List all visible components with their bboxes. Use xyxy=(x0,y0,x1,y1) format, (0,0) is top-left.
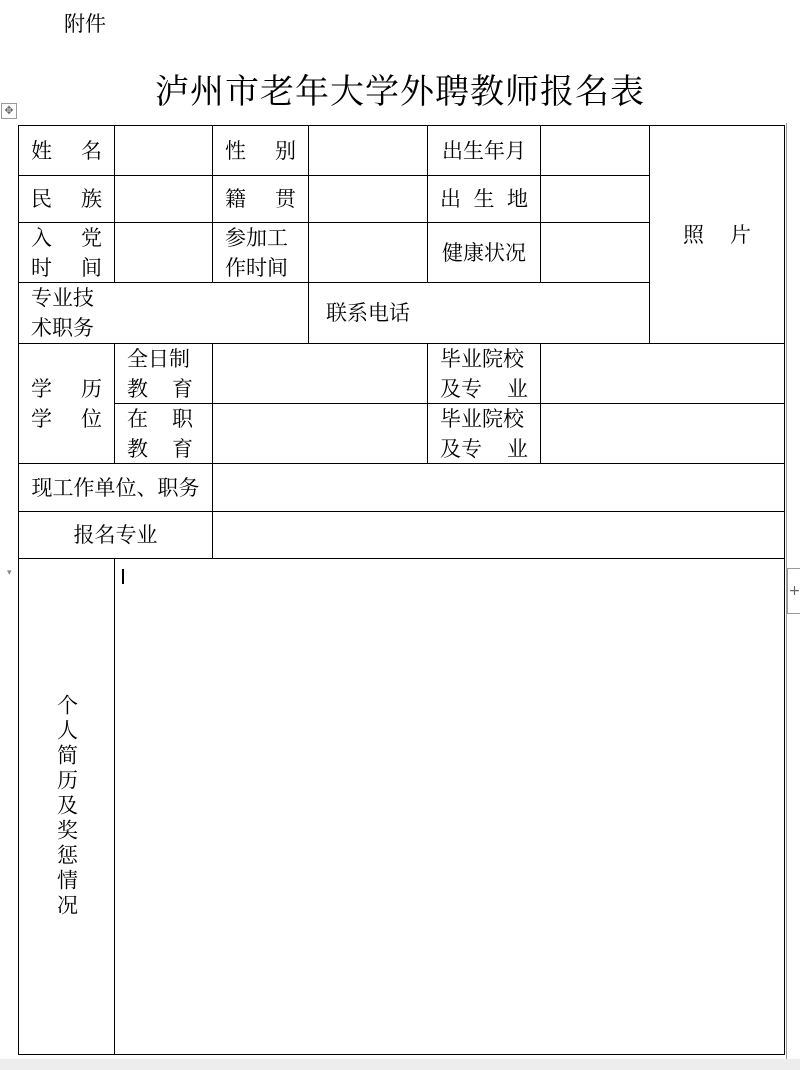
on-job-education-label: 在 职 教 育 xyxy=(127,406,193,461)
graduate-school-field-1[interactable] xyxy=(541,344,784,403)
photo-area[interactable]: 照 片 xyxy=(650,126,784,343)
name-field[interactable] xyxy=(115,126,212,175)
work-start-time-field[interactable] xyxy=(309,223,427,282)
full-time-education-field[interactable] xyxy=(213,344,427,403)
native-place-label: 籍 贯 xyxy=(225,187,296,211)
graduate-school-label-2: 毕业院校 及专 业 xyxy=(440,406,528,461)
major-applied-field[interactable] xyxy=(213,512,784,558)
major-applied-label: 报名专业 xyxy=(73,523,158,547)
table-border-bottom xyxy=(18,1054,784,1055)
name-label: 姓 名 xyxy=(31,138,102,163)
phone-label: 联系电话 xyxy=(326,301,410,325)
ethnicity-label: 民 族 xyxy=(31,187,102,211)
gender-label: 性 别 xyxy=(225,138,296,163)
phone-field[interactable] xyxy=(428,283,649,343)
chevron-down-icon: ▾ xyxy=(7,568,12,578)
plus-icon[interactable]: + xyxy=(787,568,800,614)
resume-field[interactable] xyxy=(115,559,784,1054)
birthplace-field[interactable] xyxy=(541,176,649,222)
professional-title-label: 专业技 术职务 xyxy=(31,286,94,340)
professional-title-field[interactable] xyxy=(115,283,308,343)
birthplace-label: 出 生 地 xyxy=(440,187,528,211)
education-degree-label: 学 历 学 位 xyxy=(31,376,102,431)
current-unit-field[interactable] xyxy=(213,464,784,511)
health-label: 健康状况 xyxy=(442,240,526,265)
health-field[interactable] xyxy=(541,223,649,282)
text-cursor xyxy=(122,569,124,584)
graduate-school-field-2[interactable] xyxy=(541,404,784,463)
photo-label: 照 xyxy=(683,222,704,247)
work-start-time-label: 参加工 作时间 xyxy=(225,225,288,280)
party-join-time-label: 入 党 时 间 xyxy=(31,225,102,280)
attachment-label: 附件 xyxy=(64,12,106,36)
on-job-education-field[interactable] xyxy=(213,404,427,463)
table-move-handle-icon[interactable]: ✥ xyxy=(1,103,17,119)
page-title: 泸州市老年大学外聘教师报名表 xyxy=(155,72,645,112)
page-bottom-edge xyxy=(0,1059,800,1070)
table-border-right xyxy=(784,125,785,1055)
ethnicity-field[interactable] xyxy=(115,176,212,222)
party-join-time-field[interactable] xyxy=(115,223,212,282)
birth-date-field[interactable] xyxy=(541,126,649,175)
native-place-field[interactable] xyxy=(309,176,427,222)
gender-field[interactable] xyxy=(309,126,427,175)
full-time-education-label: 全日制 教 育 xyxy=(127,346,193,401)
graduate-school-label-1: 毕业院校 及专 业 xyxy=(440,346,528,401)
current-unit-label: 现工作单位、职务 xyxy=(31,475,200,500)
birth-date-label: 出生年月 xyxy=(442,138,526,163)
resume-label: 个人简历及奖惩情况 xyxy=(54,694,79,919)
